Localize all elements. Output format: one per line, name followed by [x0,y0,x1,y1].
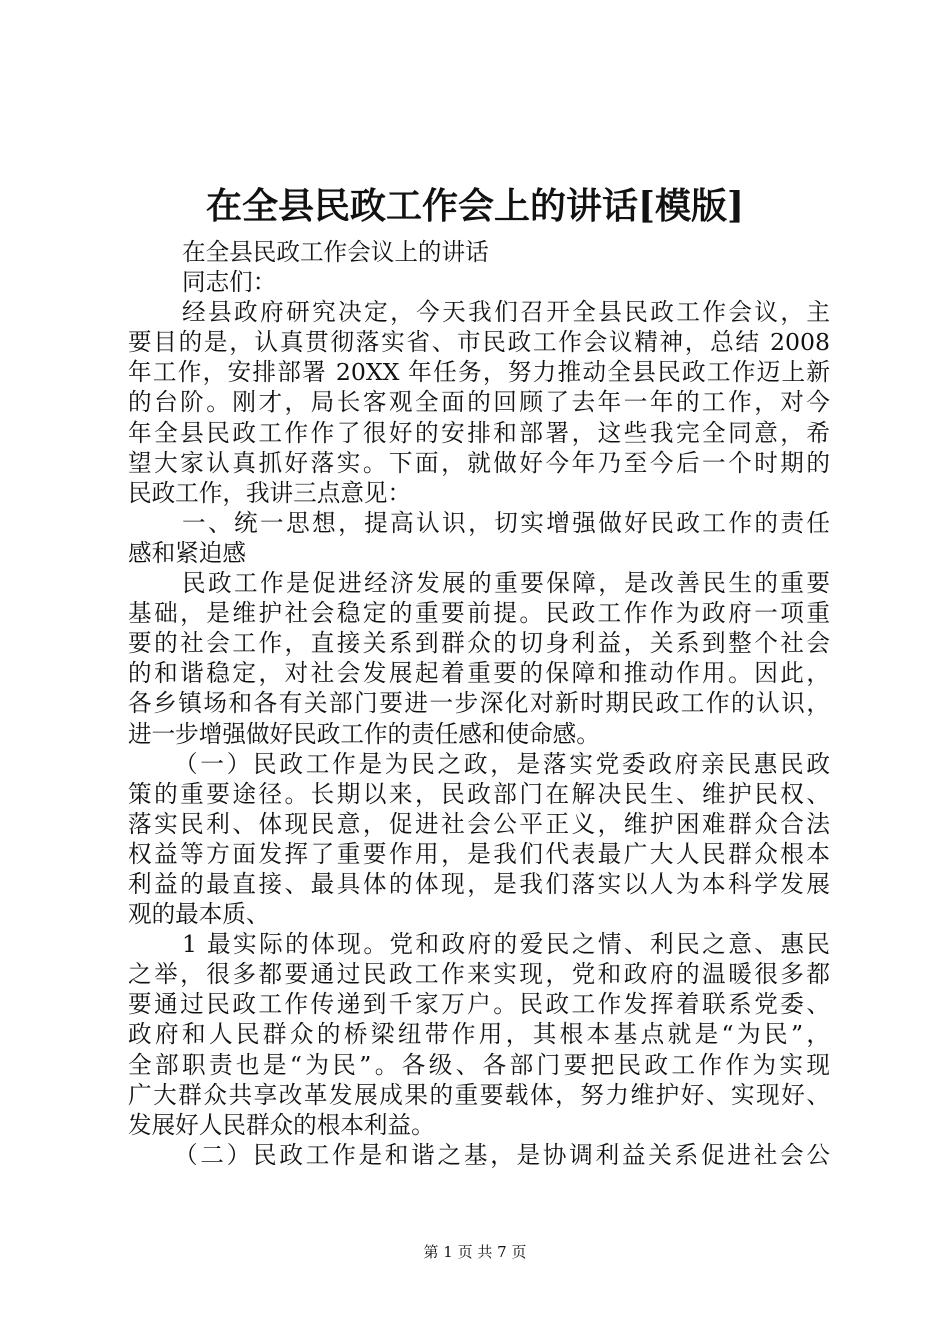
page-footer: 第 1 页 共 7 页 [423,1243,527,1261]
text-line: 要通过民政工作传递到千家万户。民政工作发挥着联系党委、 [128,990,830,1019]
text-line: 策的重要途径。长期以来，民政部门在解决民生、维护民权、 [128,779,830,808]
text-line: 各乡镇场和各有关部门要进一步深化对新时期民政工作的认识， [128,689,830,718]
text-line: 要的社会工作，直接关系到群众的切身利益，关系到整个社会 [128,629,830,658]
text-line: 年工作，安排部署 20XX 年任务，努力推动全县民政工作迈上新 [128,358,830,387]
text-line: 同志们： [182,268,277,297]
text-line: 年全县民政工作作了很好的安排和部署，这些我完全同意，希 [128,418,830,447]
text-line: 在全县民政工作会议上的讲话 [182,238,489,266]
text-line: 广大群众共享改革发展成果的重要载体，努力维护好、实现好、 [128,1080,830,1109]
text-line: （二）民政工作是和谐之基，是协调利益关系促进社会公 [174,1140,830,1169]
text-line: 进一步增强做好民政工作的责任感和使命感。 [128,719,600,748]
text-line: 全部职责也是“为民”。各级、各部门要把民政工作作为实现 [128,1050,830,1079]
text-line: 一、统一思想，提高认识，切实增强做好民政工作的责任 [182,508,830,537]
text-line: 经县政府研究决定，今天我们召开全县民政工作会议，主 [182,298,830,327]
text-line: 观的最本质、 [128,900,270,929]
text-line: （一）民政工作是为民之政，是落实党委政府亲民惠民政 [174,749,830,778]
document-title: 在全县民政工作会上的讲话[模版] [205,185,745,227]
text-line: 民政工作，我讲三点意见： [128,478,412,507]
text-line: 1 最实际的体现。党和政府的爱民之情、利民之意、惠民 [182,930,830,959]
text-line: 发展好人民群众的根本利益。 [128,1110,435,1139]
text-line: 的和谐稳定，对社会发展起着重要的保障和推动作用。因此， [128,659,830,688]
document-body [128,237,830,1170]
text-line: 落实民利、体现民意，促进社会公平正义，维护困难群众合法 [128,809,830,838]
text-line: 望大家认真抓好落实。下面，就做好今年乃至今后一个时期的 [128,448,830,477]
text-line: 之举，很多都要通过民政工作来实现，党和政府的温暖很多都 [128,960,830,989]
text-line: 民政工作是促进经济发展的重要保障，是改善民生的重要 [182,569,830,598]
text-line: 的台阶。刚才，局长客观全面的回顾了去年一年的工作，对今 [128,388,830,417]
text-line: 基础，是维护社会稳定的重要前提。民政工作作为政府一项重 [128,599,830,628]
text-line: 权益等方面发挥了重要作用，是我们代表最广大人民群众根本 [128,839,830,868]
text-line: 利益的最直接、最具体的体现，是我们落实以人为本科学发展 [128,869,830,898]
text-line: 要目的是，认真贯彻落实省、市民政工作会议精神，总结 2008 [128,328,830,357]
text-line: 感和紧迫感 [128,538,246,567]
text-line: 政府和人民群众的桥梁纽带作用，其根本基点就是“为民”， [128,1020,830,1049]
